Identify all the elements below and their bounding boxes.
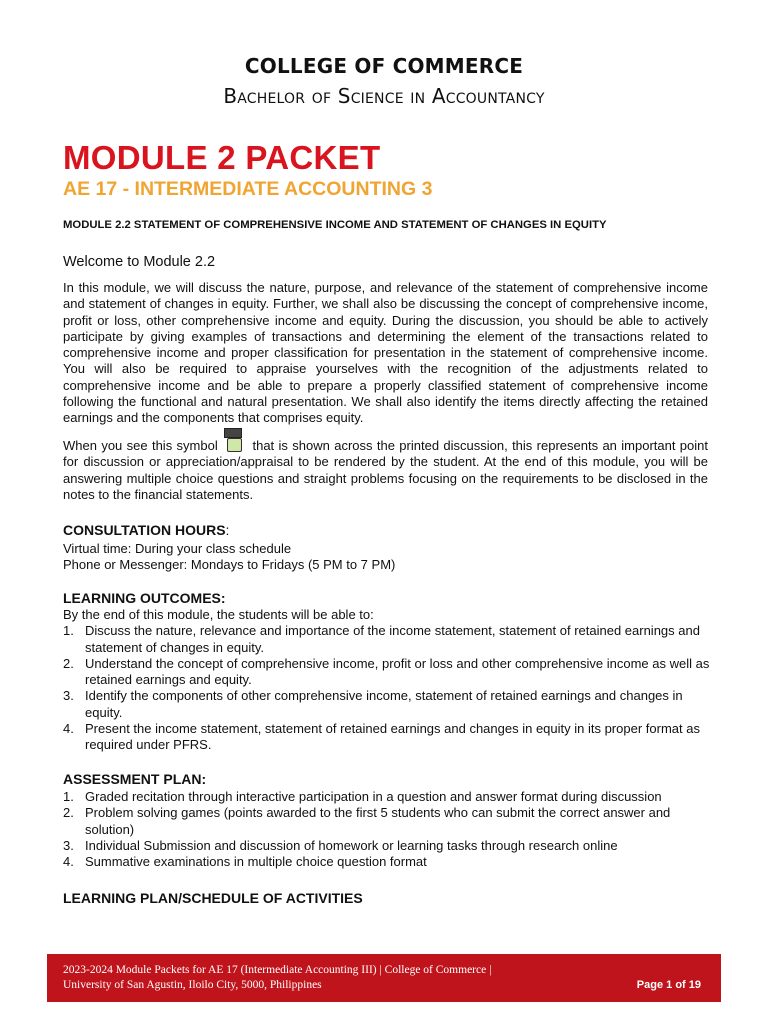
list-item: 4. Present the income statement, statement of retained earnings and changes in equity in its proper format as required under PFRS. <box>63 721 700 753</box>
list-item: 3. Individual Submission and discussion of homework or learning tasks through research online <box>63 837 618 853</box>
discussion-point-icon <box>224 438 246 452</box>
learning-outcomes-heading: LEARNING OUTCOMES: <box>63 590 226 606</box>
section-heading: MODULE 2.2 STATEMENT OF COMPREHENSIVE INCOME AND STATEMENT OF CHANGES IN EQUITY <box>63 219 607 231</box>
list-item: 1. Graded recitation through interactive participation in a question and answer format during discussion <box>63 789 662 804</box>
footer-line-2: University of San Agustin, Iloilo City, 5000, Philippines <box>63 979 322 991</box>
program-name: Bachelor of Science in Accountancy <box>223 84 545 108</box>
list-item: 2. Understand the concept of comprehensive income, profit or loss and other comprehensive income as well as retained earnings and equity. <box>63 655 710 688</box>
consultation-details <box>63 541 713 574</box>
list-item: 4. Summative examinations in multiple choice question format <box>63 854 427 870</box>
symbol-paragraph <box>63 438 708 503</box>
page-number: Page 1 of 19 <box>636 979 701 991</box>
intro-paragraph: In this module, we will discuss the nature, purpose, and relevance of the statement of comprehensive income and statement of changes in equity. Further, we shall also be discussing the concept of comprehensive income, profit or loss, other comprehensive income and equity. During the discussion, you should be able to actively participate by giving examples of transactions and determining the element of the transactions related to comprehensive income and proper classification for presentation in the statement of comprehensive income. You will also be required to appraise yourselves with the recognition of the adjustments related to comprehensive income and be able to prepare a properly classified statement of comprehensive income following the functional and natural presentation. We shall also identify the items directly affecting the retained earnings and the components that comprises equity. <box>63 280 708 426</box>
footer-text <box>63 963 491 993</box>
symbol-paragraph-after: that is shown across the printed discussion, this represents an important point for discussion or appreciation/appraisal to be rendered by the student. At the end of this module, you will be answering multiple choice questions and straight problems focusing on the requirements to be disclosed in the notes to the financial statements. <box>63 438 709 502</box>
page-footer <box>47 954 721 1002</box>
welcome-text: Welcome to Module 2.2 <box>63 254 216 270</box>
module-title: MODULE 2 PACKET <box>63 139 381 176</box>
learning-plan-heading: LEARNING PLAN/SCHEDULE OF ACTIVITIES <box>63 890 363 906</box>
list-item: 1. Discuss the nature, relevance and importance of the income statement, statement of retained earnings and statement of changes in equity. <box>63 623 700 655</box>
list-item: 3. Identify the components of other comprehensive income, statement of retained earnings and changes in equity. <box>63 688 683 720</box>
assessment-plan-heading: ASSESSMENT PLAN: <box>63 771 207 787</box>
consultation-line: Virtual time: During your class schedule <box>63 541 292 556</box>
learning-outcomes-intro: By the end of this module, the students will be able to: <box>63 607 374 622</box>
consultation-line: Phone or Messenger: Mondays to Fridays (5 PM to 7 PM) <box>63 557 396 573</box>
footer-line-1: 2023-2024 Module Packets for AE 17 (Intermediate Accounting III) | College of Commerce | <box>63 964 492 976</box>
course-title: AE 17 - INTERMEDIATE ACCOUNTING 3 <box>63 178 433 200</box>
learning-outcomes-list <box>63 607 713 754</box>
college-name: COLLEGE OF COMMERCE <box>244 54 524 78</box>
list-item: 2. Problem solving games (points awarded to the first 5 students who can submit the correct answer and solution) <box>63 805 671 837</box>
assessment-plan-list <box>63 789 713 870</box>
symbol-paragraph-before: When you see this symbol <box>63 438 218 453</box>
consultation-heading: CONSULTATION HOURS: <box>63 522 230 538</box>
